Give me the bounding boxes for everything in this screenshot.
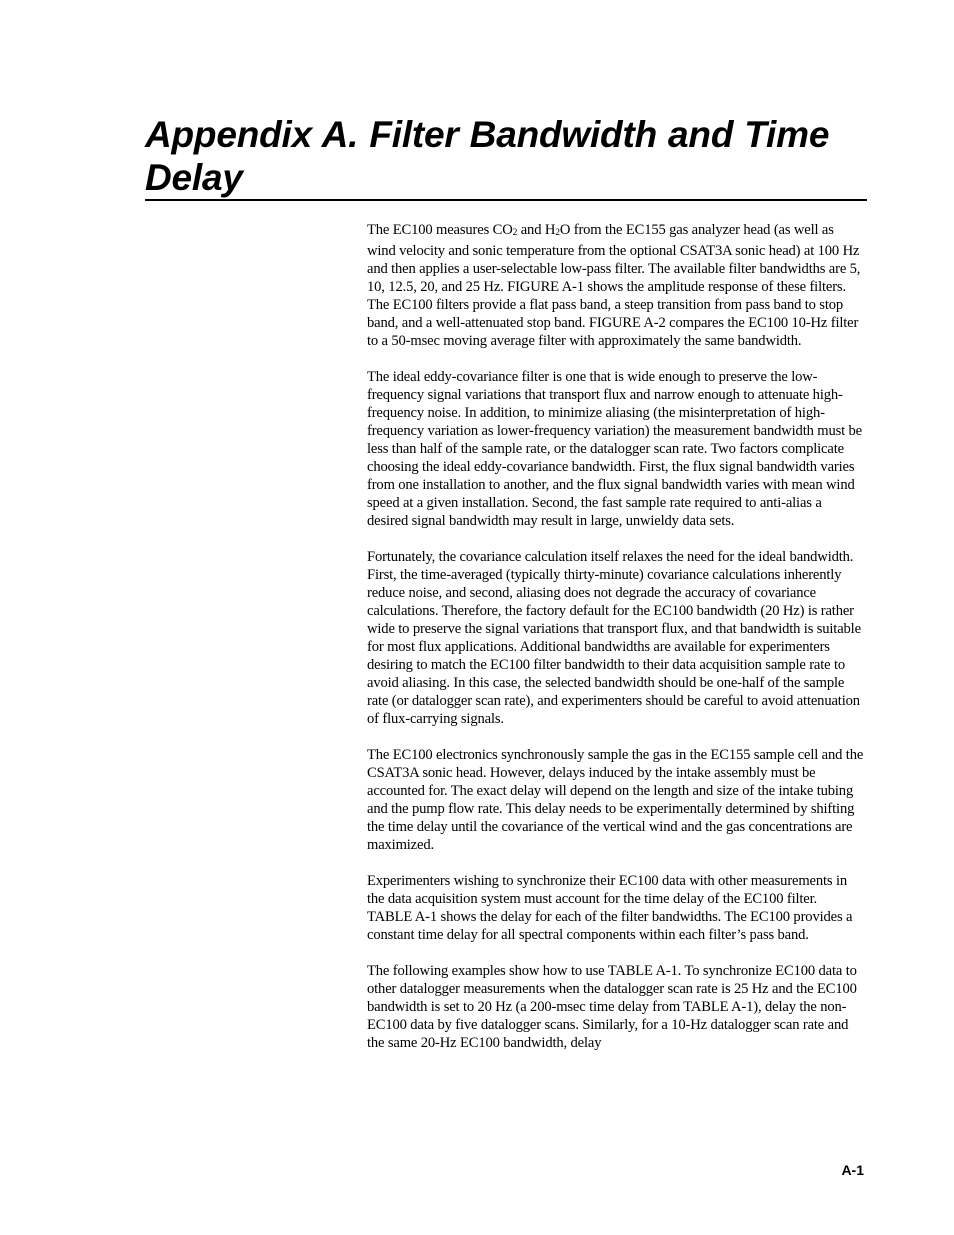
paragraph-filter-overview: The EC100 measures CO2 and H2O from the EC155 gas analyzer head (as well as wind velocity and sonic temperature from the optional CSAT3A sonic head) at 100 Hz and then applies a user-selectable low-pass filter. The available filter bandwidths are 5, 10, 12.5, 20, and 25 Hz. FIGURE A-1 shows the amplitude response of these filters. The EC100 filters provide a flat pass band, a steep transition from pass band to stop band, and a well-attenuated stop band. FIGURE A-2 compares the EC100 10-Hz filter to a 50-msec moving average filter with approximately the same bandwidth. (367, 222, 861, 349)
paragraph-synchronize: Experimenters wishing to synchronize their EC100 data with other measurements in the data acquisition system must account for the time delay of the EC100 filter. TABLE A-1 shows the delay for each of the filter bandwidths. The EC100 provides a constant time delay for all spectral components within each filter’s pass band. (367, 873, 853, 943)
paragraph-covariance: Fortunately, the covariance calculation itself relaxes the need for the ideal bandwidth. First, the time-averaged (typically thirty-minute) covariance calculations inherently reduce noise, and second, aliasing does not degrade the accuracy of covariance calculations. Therefore, the factory default for the EC100 bandwidth (20 Hz) is rather wide to preserve the signal variations that transport flux, and that bandwidth is suitable for most flux applications. Additional bandwidths are available for experimenters desiring to match the EC100 filter bandwidth to their data acquisition sample rate to avoid aliasing. In this case, the selected bandwidth should be one-half of the sample rate (or datalogger scan rate), and experimenters should be careful to avoid attenuation of flux-carrying signals. (367, 549, 861, 727)
title-divider (145, 199, 867, 201)
paragraph-sampling-delay: The EC100 electronics synchronously sample the gas in the EC155 sample cell and the CSAT3A sonic head. However, delays induced by the intake assembly must be accounted for. The exact delay will depend on the length and size of the intake tubing and the pump flow rate. This delay needs to be experimentally determined by shifting the time delay until the covariance of the vertical wind and the gas concentrations are maximized. (367, 747, 864, 853)
page-title (145, 113, 867, 199)
body-text (367, 221, 865, 1052)
paragraph-examples: The following examples show how to use TABLE A-1. To synchronize EC100 data to other datalogger measurements when the datalogger scan rate is 25 Hz and the EC100 bandwidth is set to 20 Hz (a 200-msec time delay from TABLE A-1), delay the non-EC100 data by five datalogger scans. Similarly, for a 10-Hz datalogger scan rate and the same 20-Hz EC100 bandwidth, delay (367, 963, 857, 1051)
page-number: A-1 (841, 1162, 864, 1178)
page-title-line-2: Delay (145, 157, 243, 198)
page-title-line-1: Appendix A. Filter Bandwidth and Time (145, 114, 830, 155)
paragraph-ideal-filter: The ideal eddy-covariance filter is one that is wide enough to preserve the low-frequency signal variations that transport flux and narrow enough to attenuate high-frequency noise. In addition, to minimize aliasing (the misinterpretation of high-frequency variation as lower-frequency variation) the measurement bandwidth must be less than half of the sample rate, or the datalogger scan rate. Two factors complicate choosing the ideal eddy-covariance bandwidth. First, the flux signal bandwidth varies from one installation to another, and the flux signal bandwidth varies with mean wind speed at a given installation. Second, the fast sample rate required to anti-alias a desired signal bandwidth may result in large, unwieldy data sets. (367, 369, 863, 529)
